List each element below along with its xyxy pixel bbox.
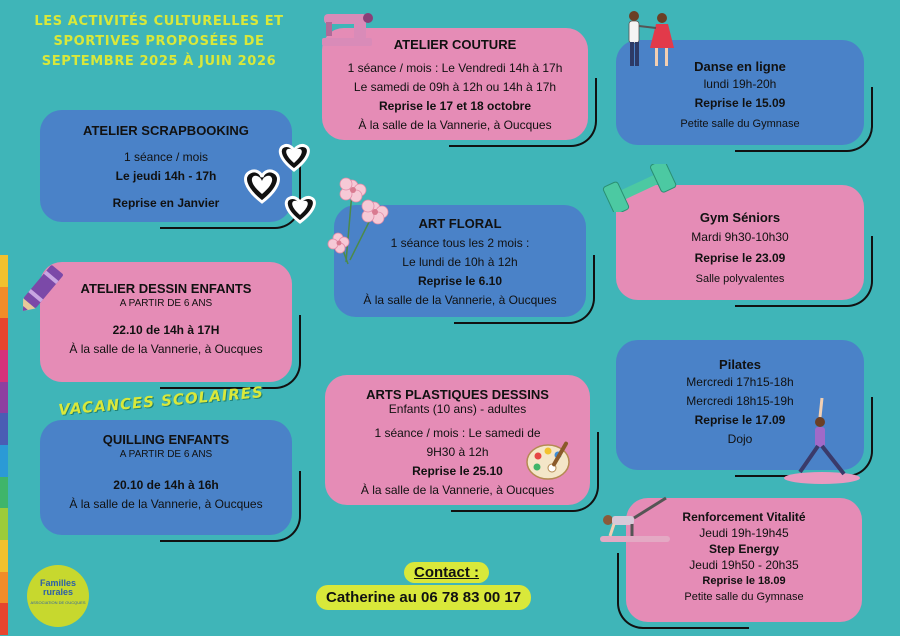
card-line: Mardi 9h30-10h30 xyxy=(691,230,789,244)
yoga-icon xyxy=(782,394,862,486)
card-title: Renforcement Vitalité xyxy=(682,510,806,524)
crayon-icon xyxy=(12,262,70,320)
hearts-icon xyxy=(234,140,326,230)
card-line: lundi 19h-20h xyxy=(703,77,777,91)
page-headline xyxy=(28,12,290,72)
card-line: À la salle de la Vannerie, à Oucques xyxy=(69,342,263,356)
card-line: Le jeudi 14h - 17h xyxy=(115,169,217,183)
card-line: Reprise en Janvier xyxy=(112,196,220,210)
card-subtitle: Enfants (10 ans) - adultes xyxy=(388,402,527,416)
card-line: Mercredi 18h15-19h xyxy=(686,394,794,408)
card-line: À la salle de la Vannerie, à Oucques xyxy=(363,293,557,307)
card-line: 1 séance / mois xyxy=(123,150,209,164)
flowers-icon xyxy=(322,172,398,268)
card-subtitle: A PARTIR DE 6 ANS xyxy=(119,298,213,309)
card-title: Pilates xyxy=(719,357,761,372)
familles-rurales-logo xyxy=(27,565,89,627)
card-line: Le lundi de 10h à 12h xyxy=(402,255,518,269)
dumbbell-icon xyxy=(600,164,680,212)
card-line: Dojo xyxy=(727,432,753,446)
headline-line-3: SEPTEMBRE 2025 À JUIN 2026 xyxy=(41,54,277,69)
card-title: QUILLING ENFANTS xyxy=(102,432,230,447)
card-quilling xyxy=(40,420,292,535)
card-line: Le samedi de 09h à 12h ou 14h à 17h xyxy=(353,80,557,94)
card-title: ARTS PLASTIQUES DESSINS xyxy=(366,387,549,402)
card-line: Reprise le 23.09 xyxy=(694,251,786,265)
card-line: Jeudi 19h50 - 20h35 xyxy=(689,558,799,572)
logo-line-3: ASSOCIATION DE OUCQUES xyxy=(30,600,86,605)
card-title: Danse en ligne xyxy=(694,59,786,74)
logo-line-2: rurales xyxy=(42,587,74,597)
card-line: 9H30 à 12h xyxy=(426,445,489,459)
card-line: Petite salle du Gymnase xyxy=(680,118,800,130)
contact-phone[interactable]: Catherine au 06 78 83 00 17 xyxy=(316,585,531,610)
card-line: Salle polyvalentes xyxy=(695,273,785,285)
logo-line-1: Familles xyxy=(39,578,77,588)
card-line: 1 séance / mois : Le samedi de xyxy=(374,426,541,440)
card-line: Jeudi 19h-19h45 xyxy=(699,526,789,540)
card-line: Reprise le 6.10 xyxy=(417,274,503,288)
card-line: Mercredi 17h15-18h xyxy=(686,375,794,389)
card-line: À la salle de la Vannerie, à Oucques xyxy=(358,118,552,132)
card-line: Reprise le 15.09 xyxy=(694,96,786,110)
vacances-label: VACANCES SCOLAIRES xyxy=(57,383,265,419)
headline-line-2: SPORTIVES PROPOSÉES DE xyxy=(53,34,265,49)
card-line: Reprise le 17 et 18 octobre xyxy=(378,99,532,113)
headline-line-1: LES ACTIVITÉS CULTURELLES ET xyxy=(34,14,284,29)
dancers-icon xyxy=(612,8,686,78)
card-line: 22.10 de 14h à 17H xyxy=(112,323,220,337)
card-title: Gym Séniors xyxy=(699,210,781,225)
card-line: 20.10 de 14h à 16h xyxy=(113,478,219,492)
color-stripe xyxy=(0,255,8,635)
card-title: ART FLORAL xyxy=(418,216,502,231)
card-title: ATELIER DESSIN ENFANTS xyxy=(80,281,252,296)
card-line: À la salle de la Vannerie, à Oucques xyxy=(360,483,555,497)
card-title: ATELIER SCRAPBOOKING xyxy=(83,123,249,138)
card-title: ATELIER COUTURE xyxy=(393,37,517,52)
card-line: Reprise le 17.09 xyxy=(694,413,786,427)
card-dessin-enfants xyxy=(40,262,292,382)
card-line: 1 séance / mois : Le Vendredi 14h à 17h xyxy=(347,61,563,75)
card-subtitle: A PARTIR DE 6 ANS xyxy=(119,449,213,460)
card-line: 1 séance tous les 2 mois : xyxy=(390,236,530,250)
contact-label: Contact : xyxy=(404,562,489,583)
exercise-icon xyxy=(596,490,674,548)
sewing-machine-icon xyxy=(318,8,376,50)
card-line: Petite salle du Gymnase xyxy=(684,591,804,603)
card-line: Reprise le 25.10 xyxy=(412,464,503,478)
card-line: À la salle de la Vannerie, à Oucques xyxy=(69,497,263,511)
card-line: Step Energy xyxy=(708,542,780,556)
palette-icon xyxy=(524,440,572,482)
card-line: Reprise le 18.09 xyxy=(702,575,786,587)
